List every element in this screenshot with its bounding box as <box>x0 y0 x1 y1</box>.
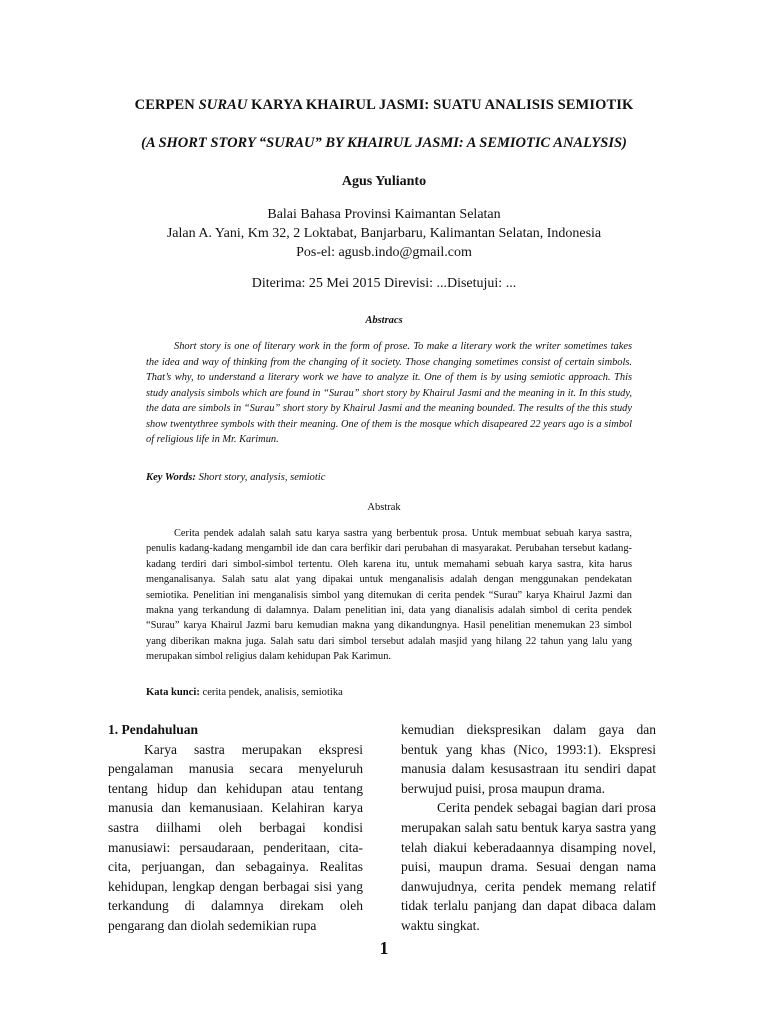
submission-dates: Diterima: 25 Mei 2015 Direvisi: ...Disetujui: ... <box>251 276 517 291</box>
keywords-en <box>146 472 632 483</box>
body-paragraph-left: Karya sastra merupakan ekspresi pengalaman manusia secara menyeluruh tentang hidup dan kehidupan atau tentang manusia dan kemanusiaan. Kelahiran karya sastra diilhami oleh berbagai kondisi manusiawi: persaudaraan, penderitaan, cita-cita, perjuangan, dan sebagainya. Realitas kehidupan, lengkap dengan berbagai sisi yang terkandung di dalamnya direkam oleh pengarang dan diolah sedemikian rupa <box>108 741 363 933</box>
affiliation-line-1: Balai Bahasa Provinsi Kaimantan Selatan <box>267 207 501 222</box>
keywords-en-label: Key Words: <box>146 472 196 483</box>
title-suffix: KARYA KHAIRUL JASMI: SUATU ANALISIS SEMIOTIK <box>247 97 634 113</box>
page-number: 1 <box>379 938 389 958</box>
body-paragraph-right-2: Cerita pendek sebagai bagian dari prosa merupakan salah satu bentuk karya sastra yang telah diakui keberadaannya disamping novel, puisi, maupun drama. Sesuai dengan nama danwujudnya, cerita pendek memang relatif tidak terlalu panjang dan dapat dibaca dalam waktu singkat. <box>401 800 656 933</box>
abstract-en-text: Short story is one of literary work in the form of prose. To make a literary work the writer sometimes takes the idea and way of thinking from the changing of it society. Those changing sometimes consist of certain simbols. That’s why, to understand a literary work we have to analyze it. One of them is by using semiotic approach. This study analysis simbols which are found in “Surau” short story by Khairul Jasmi and the meaning in it. In this study, the data are simbols in “Surau” short story by Khairul Jasmi and the meaning bounded. The results of the this study show twentythree symbols with their meaning. One of them is the mosque which disapeared 22 years ago is a simbol of religious life in Mr. Karimun. <box>146 341 632 445</box>
body-paragraph-right-1: kemudian diekspresikan dalam gaya dan bentuk yang khas (Nico, 1993:1). Ekspresi manusia dalam kesusastraan itu sendiri dapat berwujud puisi, prosa maupun drama. <box>401 722 656 796</box>
body-column-left <box>108 720 363 936</box>
abstract-id-text: Cerita pendek adalah salah satu karya sastra yang berbentuk prosa. Untuk membuat sebuah karya sastra, penulis kadang-kadang mengambil ide dan cara berfikir dari perubahan di masyarakat. Perubahan tersebut kadang-kadang terdiri dari simbol-simbol tertentu. Oleh karena itu, untuk memahami sebuah karya sastra, kita harus menganalisanya. Salah satu alat yang dipakai untuk menganalisis adalah dengan menggunakan pendekatan semiotika. Penelitian ini menganalisis simbol yang ditemukan di cerita pendek “Surau” karya Khairul Jazmi dan makna yang terkandung di dalamnya. Dalam penelitian ini, data yang dianalisis adalah simbol di cerita pendek “Surau” karya Khairul Jazmi baru kemudian makna yang dikandungnya. Hasil penelitian menemukan 23 simbol yang diberikan makna juga. Salah satu dari simbol tersebut adalah masjid yang hilang 22 tahun yang lalu yang merupakan simbol religius dalam kehidupan Pak Karimun. <box>146 528 632 663</box>
keywords-id <box>146 687 632 698</box>
title-italic: SURAU <box>198 97 248 113</box>
keywords-id-label: Kata kunci: <box>146 687 200 698</box>
paper-subtitle: (A SHORT STORY “SURAU” BY KHAIRUL JASMI: A SEMIOTIC ANALYSIS) <box>141 135 627 151</box>
author-name: Agus Yulianto <box>341 174 427 189</box>
body-column-right <box>401 720 656 936</box>
abstract-id-heading: Abstrak <box>367 502 401 513</box>
section-heading: 1. Pendahuluan <box>108 722 199 737</box>
title-prefix: CERPEN <box>134 97 199 113</box>
abstract-en-heading: Abstracs <box>365 315 403 326</box>
paper-title <box>60 97 708 114</box>
affiliation-line-2: Jalan A. Yani, Km 32, 2 Loktabat, Banjarbaru, Kalimantan Selatan, Indonesia <box>166 226 602 241</box>
affiliation <box>60 205 708 262</box>
affiliation-email: Pos-el: agusb.indo@gmail.com <box>296 245 472 260</box>
keywords-en-text: Short story, analysis, semiotic <box>195 472 326 483</box>
keywords-id-text: cerita pendek, analisis, semiotika <box>199 687 343 698</box>
